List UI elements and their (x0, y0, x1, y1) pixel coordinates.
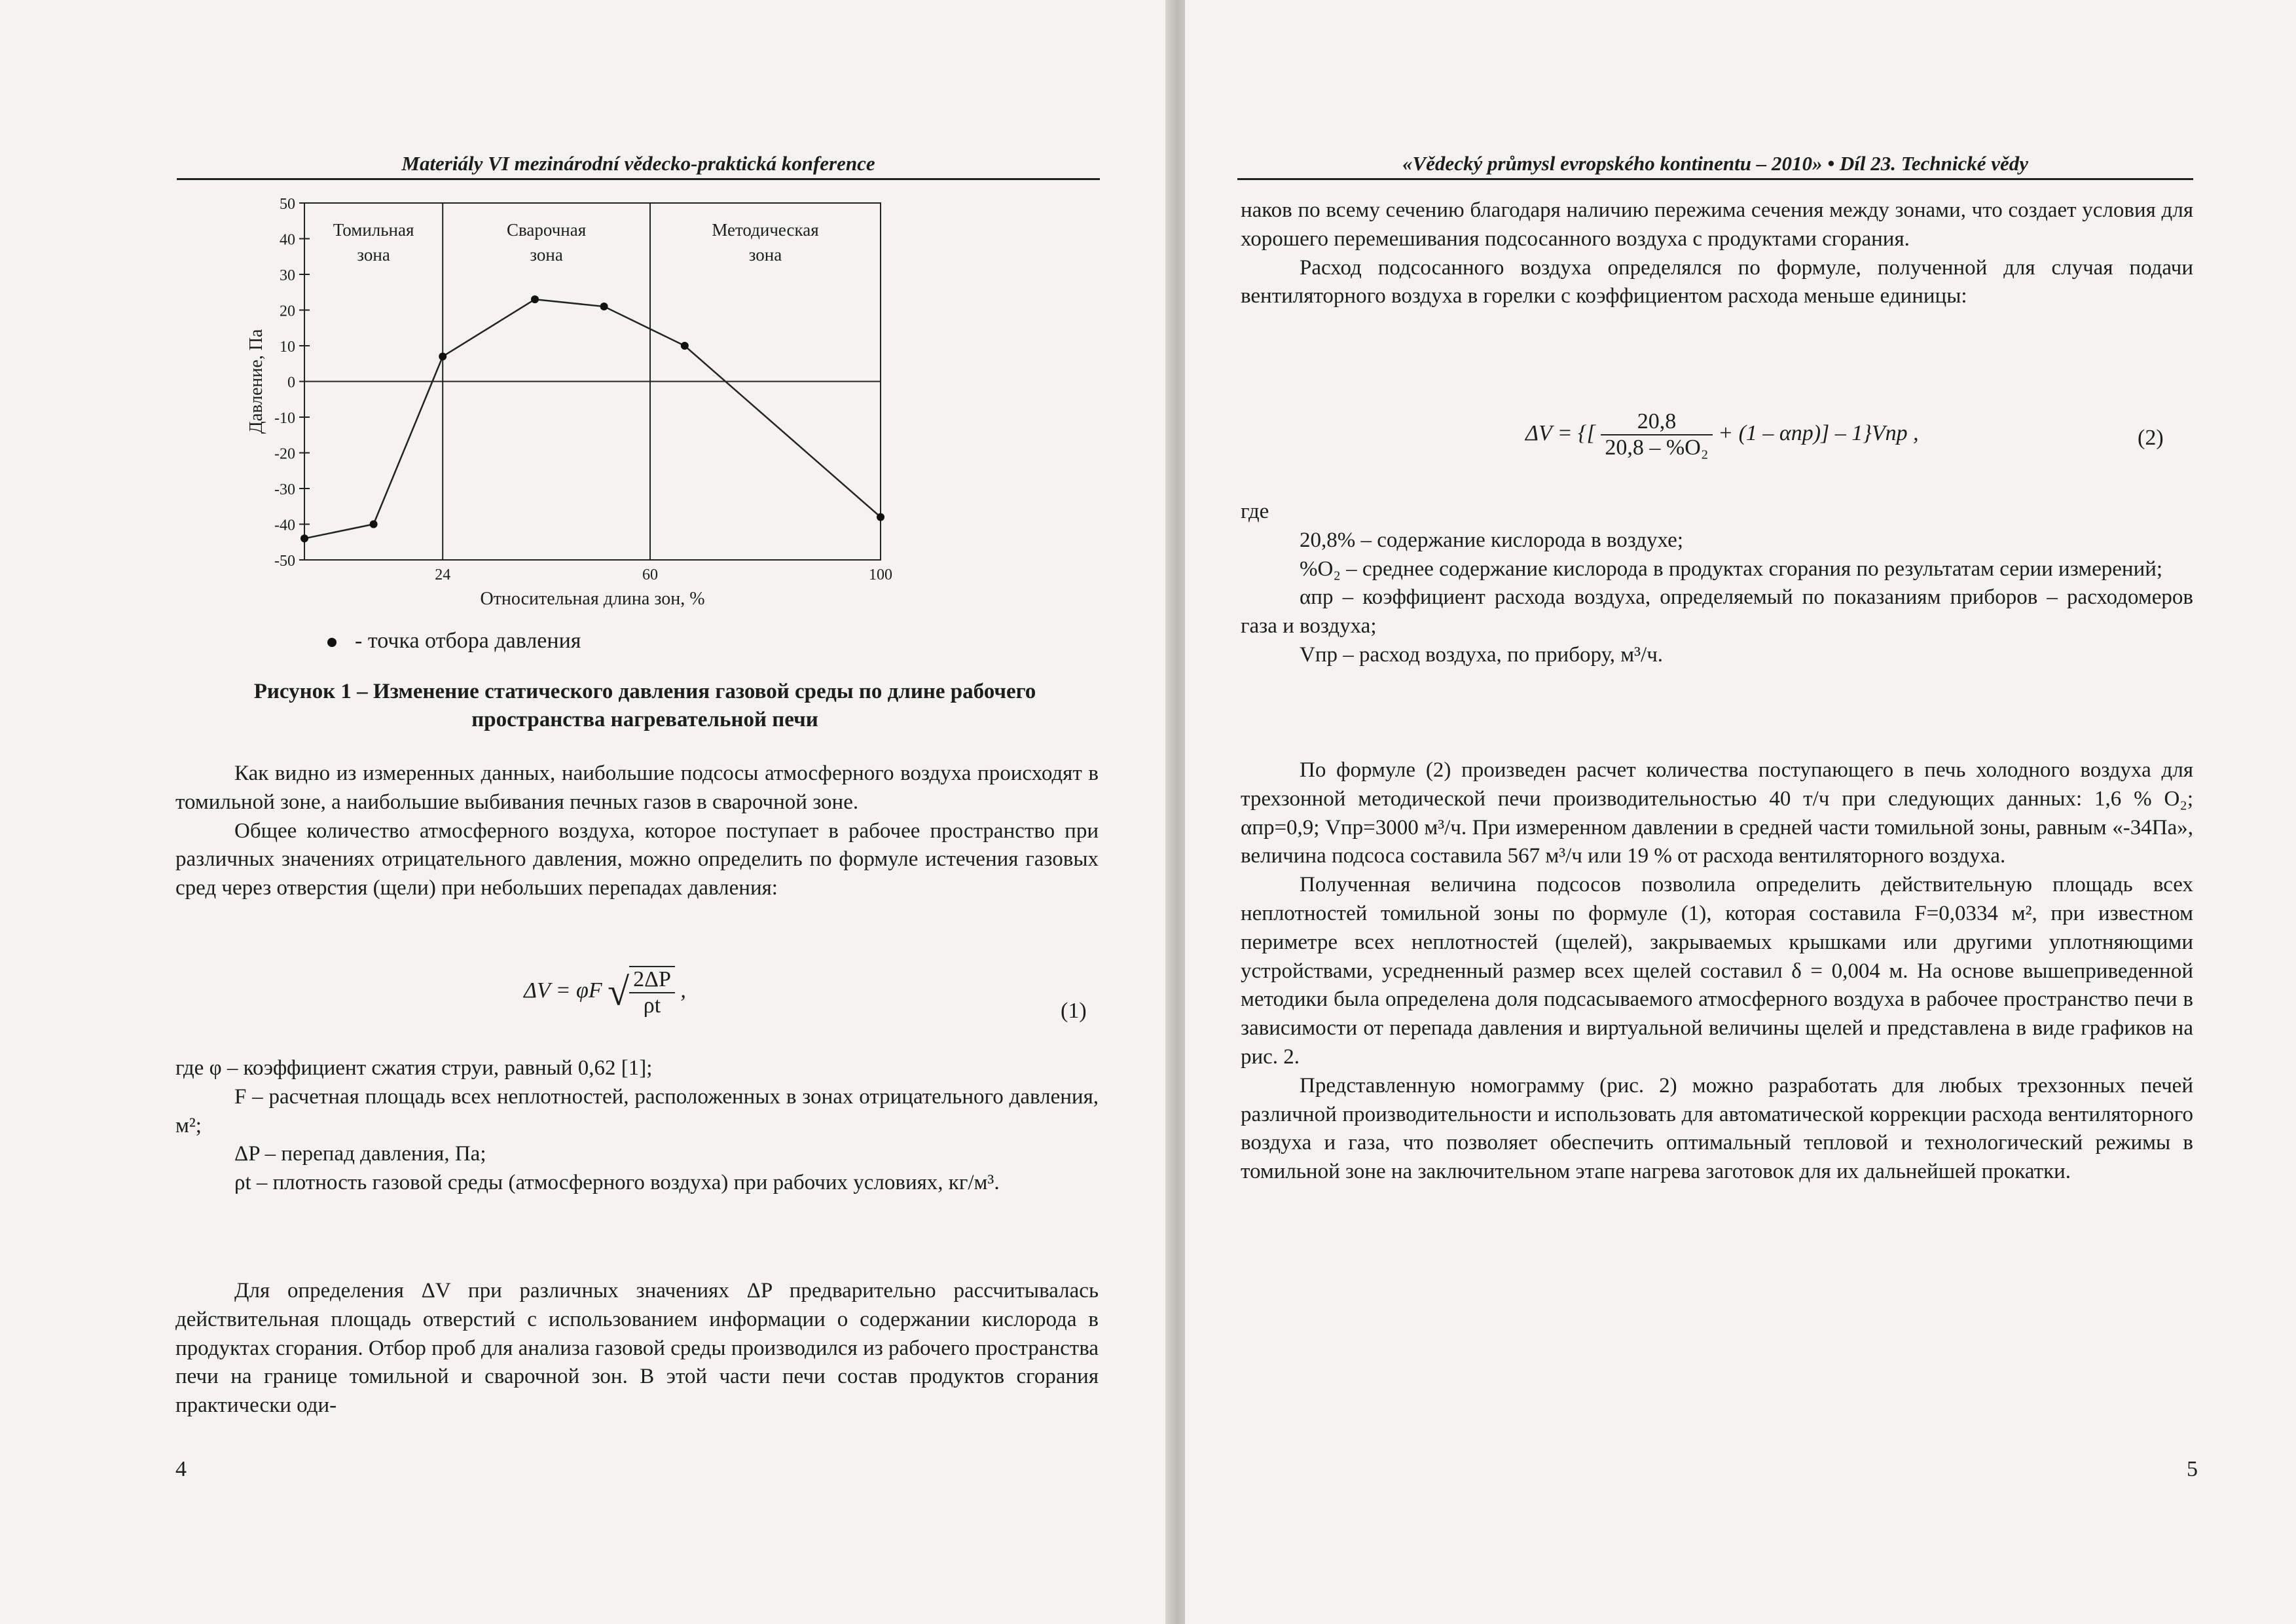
left-para-3 (175, 1277, 1099, 1420)
y-tick-label: -40 (274, 517, 295, 534)
y-axis-label: Давление, Па (246, 329, 266, 434)
formula-2 (1525, 409, 1919, 460)
pressure-point (370, 521, 378, 528)
pressure-point (877, 513, 884, 521)
where-line: Vпр – расход воздуха, по прибору, м³/ч. (1300, 642, 1664, 667)
formula-1-lhs: ΔV = φF (524, 978, 602, 1003)
formula-1-num: 2ΔP (629, 967, 675, 993)
running-head-right: «Vědecký průmysl evropského kontinentu – 2010» • Díl 23. Technické vědy (1237, 152, 2193, 180)
pressure-point (439, 352, 446, 360)
y-tick-label: 50 (280, 196, 295, 213)
paragraph: Расход подсосанного воздуха определялся по формуле, полученной для случая подачи вентиляторного воздуха в горелки с коэффициентом расхода меньше единицы: (1241, 255, 2193, 308)
legend-dot-icon (327, 638, 337, 647)
paragraph: Как видно из измеренных данных, наибольшие подсосы атмосферного воздуха происходят в томильной зоне, а наибольшие выбивания печных газов в сварочной зоне. (175, 762, 1099, 814)
running-head-left: Materiály VI mezinárodní vědecko-praktická konference (177, 152, 1100, 180)
paragraph: Общее количество атмосферного воздуха, которое поступает в рабочее пространство при различных значениях отрицательного давления, можно определить по формуле истечения газовых сред через отверстия (щели) при небольших перепадах давления: (175, 819, 1099, 900)
y-tick-label: 20 (280, 303, 295, 320)
chart-svg (236, 196, 917, 655)
formula-2-mid: + (1 – αпр)] – 1}Vпр , (1718, 420, 1919, 445)
where-line: ρt – плотность газовой среды (атмосферного воздуха) при рабочих условиях, кг/м³. (234, 1171, 1000, 1195)
x-tick-label: 100 (869, 566, 892, 583)
formula-2-frac (1601, 409, 1712, 460)
right-where (1241, 498, 2193, 670)
y-tick-label: 30 (280, 267, 295, 284)
pressure-point (531, 295, 539, 303)
formula-1 (524, 966, 686, 1018)
y-tick-label: -10 (274, 410, 295, 427)
paragraph: Для определения ΔV при различных значениях ΔP предварительно рассчитывалась действительная площадь отверстий с использованием информации о содержании кислорода в продуктах сгорания. Отбор проб для анализа газовой среды производился из рабочего пространства печи на границе томильной и сварочной зон. В этой части печи состав продуктов сгорания практически оди- (175, 1279, 1099, 1418)
zone-label: зона (748, 245, 782, 265)
left-para-1 (175, 760, 1099, 903)
y-tick-label: -50 (274, 553, 295, 570)
zone-label: Сварочная (507, 220, 587, 240)
y-tick-label: 0 (287, 374, 295, 392)
where-line: F – расчетная площадь всех неплотностей, расположенных в зонах отрицательного давления, м²; (175, 1084, 1099, 1137)
page-number-left: 4 (175, 1457, 187, 1481)
y-tick-label: 40 (280, 231, 295, 249)
pressure-chart (236, 196, 917, 655)
sqrt-icon: √ (608, 970, 630, 1014)
formula-2-number: (2) (2138, 426, 2164, 450)
legend-text: - точка отбора давления (355, 629, 581, 653)
where-line: 20,8% – содержание кислорода в воздухе; (1300, 528, 1683, 552)
formula-1-number: (1) (1061, 999, 1087, 1023)
paragraph: Полученная величина подсосов позволила определить действительную площадь всех неплотностей томильной зоны по формуле (1), которая составила F=0,0334 м², при известном периметре всех неплотностей (щелей), закрываемых крышками или другими уплотняющими устройствами, усредненный размер всех щелей составил δ = 0,004 м. На основе вышеприведенной методики была определена доля подсасываемого атмосферного воздуха в рабочее пространство печи в зависимости от перепада давления и виртуальной величины щелей и представлена в виде графиков на рис. 2. (1241, 873, 2193, 1069)
pressure-series-line (304, 299, 881, 538)
formula-2-den: 20,8 – %O₂ (1605, 435, 1709, 460)
x-tick-label: 24 (435, 566, 451, 583)
y-tick-label: -20 (274, 445, 295, 463)
where-line: %O₂ – среднее содержание кислорода в продуктах сгорания по результатам серии измерений; (1300, 557, 2163, 581)
chart-legend (327, 629, 581, 654)
x-axis-label: Относительная длина зон, % (480, 589, 705, 609)
where-line: αпр – коэффициент расхода воздуха, определяемый по показаниям приборов – расходомеров газа и воздуха; (1241, 585, 2193, 638)
paragraph: Представленную номограмму (рис. 2) можно разработать для любых трехзонных печей различной производительности и использовать для автоматической коррекции расхода вентиляторного воздуха и газа, что позволяет обеспечить оптимальный тепловой и технологический режимы в томильной зоне на заключительном этапе нагрева заготовок для их дальнейшей прокатки. (1241, 1073, 2193, 1184)
zone-label: Томильная (333, 220, 414, 240)
right-page (1185, 0, 2296, 1624)
zone-label: зона (357, 245, 390, 265)
where-line: где (1241, 500, 1269, 523)
zone-label: Методическая (712, 220, 819, 240)
x-tick-label: 60 (642, 566, 658, 583)
pressure-point (681, 342, 689, 350)
pressure-point (600, 303, 608, 310)
figure-caption: Рисунок 1 – Изменение статического давления газовой среды по длине рабочего пространства нагревательной печи (253, 680, 1036, 731)
where-line: ΔP – перепад давления, Па; (234, 1142, 486, 1166)
formula-2-num: 20,8 (1601, 409, 1712, 435)
paragraph: наков по всему сечению благодаря наличию пережима сечения между зонами, что создает условия для хорошего перемешивания подсосанного воздуха с продуктами сгорания. (1241, 198, 2193, 251)
right-para-3 (1241, 756, 2193, 1187)
right-para-1 (1241, 196, 2193, 311)
pressure-point (301, 534, 308, 542)
formula-1-den: ρt (643, 993, 661, 1018)
formula-2-lhs: ΔV = {[ (1525, 420, 1595, 445)
zone-label: зона (530, 245, 563, 265)
page-number-right: 5 (2187, 1457, 2198, 1481)
paragraph: По формуле (2) произведен расчет количества поступающего в печь холодного воздуха для трехзонной методической печи производительностью 40 т/ч при следующих данных: 1,6 % O₂; αпр=0,9; Vпр=3000 м³/ч. При измеренном давлении в средней части томильной зоны, равным «-34Па», величина подсоса составила 567 м³/ч или 19 % от расхода вентиляторного воздуха. (1241, 758, 2193, 868)
where-line: где φ – коэффициент сжатия струи, равный 0,62 [1]; (175, 1056, 653, 1080)
formula-1-frac (629, 966, 675, 1018)
y-tick-label: -30 (274, 481, 295, 498)
y-tick-label: 10 (280, 339, 295, 356)
formula-1-tail: , (680, 978, 686, 1003)
left-where (175, 1054, 1099, 1198)
